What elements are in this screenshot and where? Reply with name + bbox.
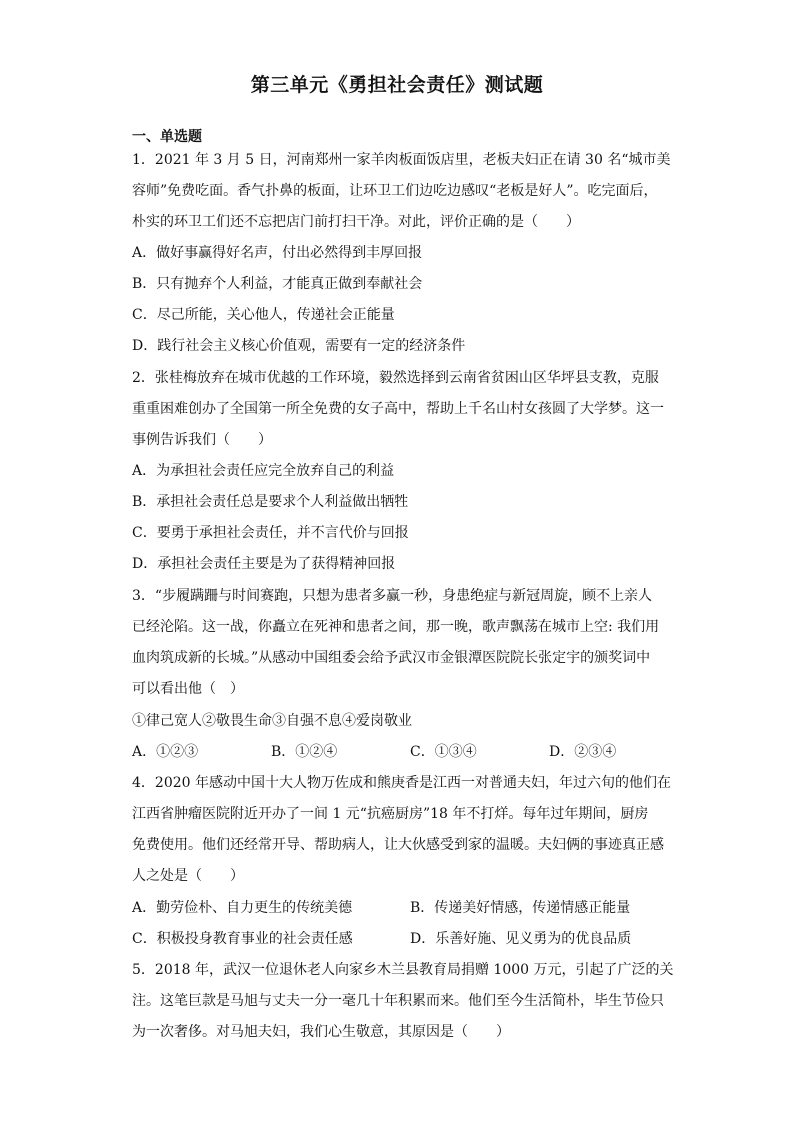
question-3-line-3: 血肉筑成新的长城。”从感动中国组委会给予武汉市金银潭医院院长张定宇的颁奖词中 xyxy=(132,650,651,666)
question-4-option-c: C．积极投身教育事业的社会责任感 xyxy=(132,931,353,947)
section-heading: 一、单选题 xyxy=(132,129,202,145)
question-3-option-a: A．①②③ xyxy=(132,744,199,760)
question-2-option-a: A．为承担社会责任应完全放弃自己的利益 xyxy=(132,463,395,479)
question-3-line-4: 可以看出他（ ） xyxy=(132,681,244,697)
question-4-line-3: 免费使用。他们还经常开导、帮助病人，让大伙感受到家的温暖。夫妇俩的事迹真正感 xyxy=(132,837,664,853)
question-3-option-c: C．①③④ xyxy=(410,744,477,760)
question-5-line-3: 为一次奢侈。对马旭夫妇，我们心生敬意，其原因是（ ） xyxy=(132,1024,510,1040)
question-3-line-1: 3．“步履蹒跚与时间赛跑，只想为患者多赢一秒，身患绝症与新冠周旋，顾不上亲人 xyxy=(132,588,653,604)
question-4-line-4: 人之处是（ ） xyxy=(132,868,244,884)
question-2-line-3: 事例告诉我们（ ） xyxy=(132,432,272,448)
question-4-line-1: 4．2020 年感动中国十大人物万佐成和熊庚香是江西一对普通夫妇，年过六旬的他们在 xyxy=(132,775,671,791)
question-2-line-1: 2．张桂梅放弃在城市优越的工作环境，毅然选择到云南省贫困山区华坪县支教，克服 xyxy=(132,370,659,386)
question-5-line-2: 注。这笔巨款是马旭与丈夫一分一毫几十年积累而来。他们至今生活简朴，毕生节俭只 xyxy=(132,993,664,1009)
question-1-line-2: 容师”免费吃面。香气扑鼻的板面，让环卫工们边吃边感叹“老板是好人”。吃完面后， xyxy=(132,183,658,199)
question-3-option-d: D．②③④ xyxy=(549,744,617,760)
question-1-option-c: C．尽己所能，关心他人，传递社会正能量 xyxy=(132,307,395,323)
question-3-statement: ①律己宽人②敬畏生命③自强不息④爱岗敬业 xyxy=(132,713,412,729)
question-1-line-1: 1．2021 年 3 月 5 日，河南郑州一家羊肉板面饭店里，老板夫妇正在请 30 名“城市美 xyxy=(132,152,671,168)
question-1-line-3: 朴实的环卫工们还不忘把店门前打扫干净。对此，评价正确的是（ ） xyxy=(132,214,580,230)
question-4-line-2: 江西省肿瘤医院附近开办了一间 1 元“抗癌厨房”18 年不打烊。每年过年期间，厨房 xyxy=(132,806,649,822)
question-4-option-d: D．乐善好施、见义勇为的优良品质 xyxy=(410,931,632,947)
document-title: 第三单元《勇担社会责任》测试题 xyxy=(250,74,544,96)
question-3-option-b: B．①②④ xyxy=(271,744,338,760)
question-5-line-1: 5．2018 年，武汉一位退休老人向家乡木兰县教育局捐赠 1000 万元，引起了广泛的关 xyxy=(132,962,674,978)
question-1-option-b: B．只有抛弃个人利益，才能真正做到奉献社会 xyxy=(132,276,423,292)
question-2-line-2: 重重困难创办了全国第一所全免费的女子高中，帮助上千名山村女孩圆了大学梦。这一 xyxy=(132,401,664,417)
question-2-option-d: D．承担社会责任主要是为了获得精神回报 xyxy=(132,556,396,572)
question-1-option-a: A．做好事赢得好名声，付出必然得到丰厚回报 xyxy=(132,245,423,261)
question-2-option-b: B．承担社会责任总是要求个人利益做出牺牲 xyxy=(132,494,409,510)
question-2-option-c: C．要勇于承担社会责任，并不言代价与回报 xyxy=(132,525,409,541)
question-3-line-2: 已经沦陷。这一战，你矗立在死神和患者之间，那一晚，歌声飘荡在城市上空: 我们用 xyxy=(132,619,660,635)
question-4-option-a: A．勤劳俭朴、自力更生的传统美德 xyxy=(132,900,353,916)
question-4-option-b: B．传递美好情感，传递情感正能量 xyxy=(410,900,631,916)
question-1-option-d: D．践行社会主义核心价值观，需要有一定的经济条件 xyxy=(132,338,466,354)
